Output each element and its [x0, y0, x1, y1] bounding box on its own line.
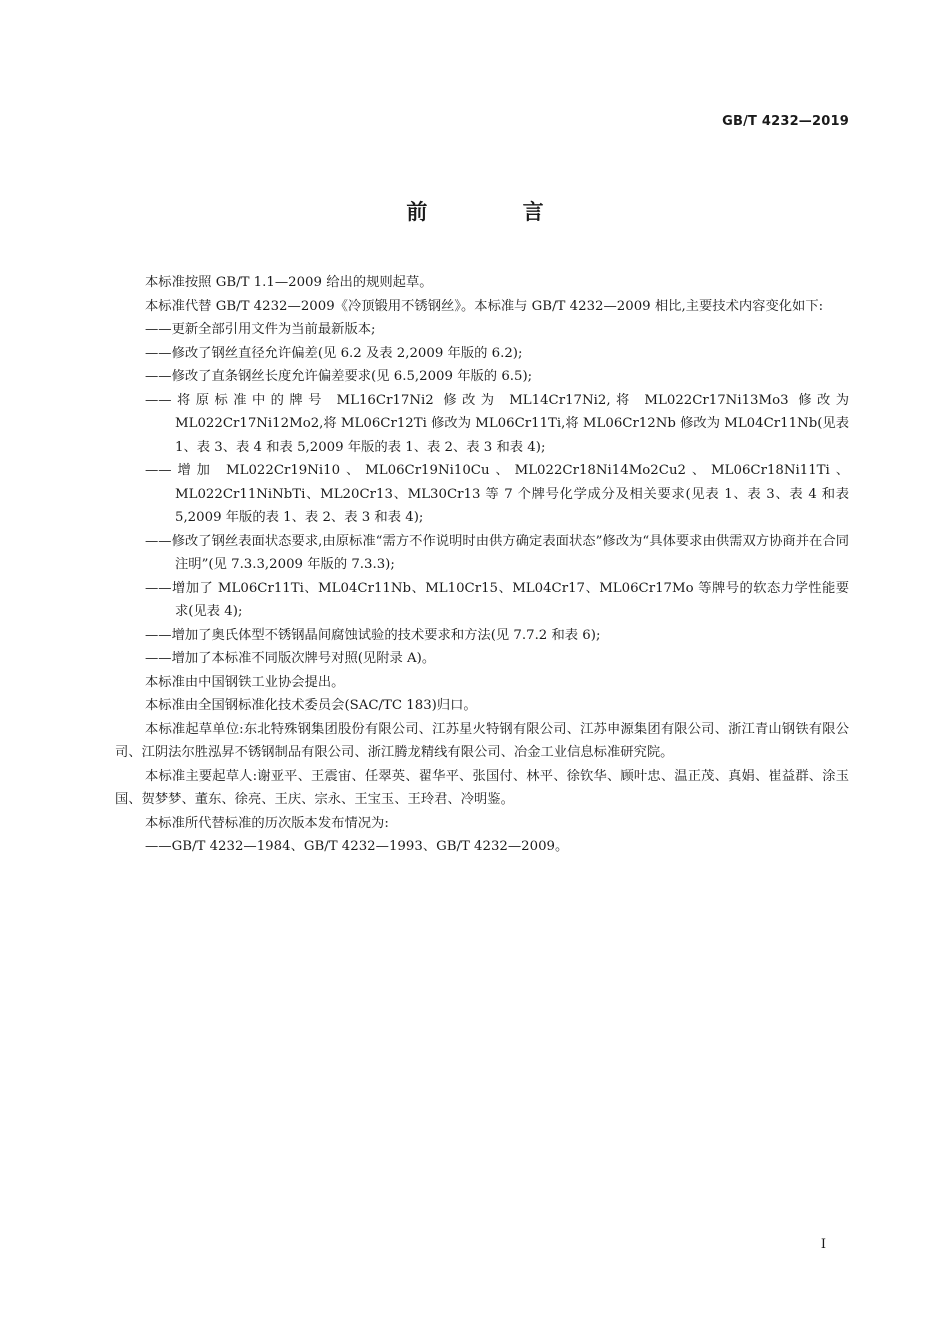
change-item: ——将原标准中的牌号 ML16Cr17Ni2 修改为 ML14Cr17Ni2,将 ML022Cr17Ni13Mo3 修改为 ML022Cr17Ni12Mo2,将 ML06Cr12Ti 修改为 ML06Cr11Ti,将 ML06Cr12Nb 修改为 ML04Cr11Nb(见表 1、表 3、表 4 和表 5,2009 年版的表 1、表 2、表 3 和表 4);: [145, 392, 849, 455]
paragraph-drafting-rules: 本标准按照 GB/T 1.1—2009 给出的规则起草。: [145, 275, 433, 290]
page-number: I: [820, 1237, 826, 1252]
paragraph-proposer: 本标准由中国钢铁工业协会提出。: [145, 674, 345, 690]
change-item: ——修改了钢丝表面状态要求,由原标准“需方不作说明时由供方确定表面状态”修改为“具体要求由供需双方协商并在合同注明”(见 7.3.3,2009 年版的 7.3.3);: [145, 533, 849, 572]
change-item: ——增加 ML022Cr19Ni10、ML06Cr19Ni10Cu、ML022Cr18Ni14Mo2Cu2、ML06Cr18Ni11Ti、ML022Cr11NiNbTi、ML20Cr13、ML30Cr13 等 7 个牌号化学成分及相关要求(见表 1、表 3、表 4 和表 5,2009 年版的表 1、表 2、表 3 和表 4);: [145, 463, 849, 525]
paragraph-committee: 本标准由全国钢标准化技术委员会(SAC/TC 183)归口。: [145, 698, 477, 713]
change-item: ——增加了 ML06Cr11Ti、ML04Cr11Nb、ML10Cr15、ML04Cr17、ML06Cr17Mo 等牌号的软态力学性能要求(见表 4);: [145, 580, 849, 619]
change-item: ——修改了直条钢丝长度允许偏差要求(见 6.5,2009 年版的 6.5);: [145, 369, 533, 384]
change-item: ——增加了本标准不同版次牌号对照(见附录 A)。: [145, 651, 436, 666]
paragraph-drafters: 本标准主要起草人:谢亚平、王震宙、任翠英、翟华平、张国付、林平、徐钦华、顾叶忠、温正茂、真娟、崔益群、涂玉国、贺梦梦、董东、徐亮、王庆、宗永、王宝玉、王玲君、冷明鉴。: [115, 768, 849, 807]
page-title: 前 言: [406, 200, 588, 224]
paragraph-history-intro: 本标准所代替标准的历次版本发布情况为:: [145, 815, 389, 831]
standard-code-header: GB/T 4232—2019: [722, 114, 849, 129]
history-item: ——GB/T 4232—1984、GB/T 4232—1993、GB/T 4232—2009。: [145, 839, 569, 854]
paragraph-drafting-units: 本标准起草单位:东北特殊钢集团股份有限公司、江苏星火特钢有限公司、江苏申源集团有限公司、浙江青山钢铁有限公司、江阴法尔胜泓昇不锈钢制品有限公司、浙江腾龙精线有限公司、冶金工业信息标准研究院。: [115, 721, 849, 760]
paragraph-replacement: 本标准代替 GB/T 4232—2009《冷顶锻用不锈钢丝》。本标准与 GB/T 4232—2009 相比,主要技术内容变化如下:: [145, 298, 824, 314]
change-item: ——增加了奥氏体型不锈钢晶间腐蚀试验的技术要求和方法(见 7.7.2 和表 6);: [145, 627, 601, 643]
change-item: ——更新全部引用文件为当前最新版本;: [145, 322, 376, 337]
foreword-body: [115, 271, 849, 859]
change-item: ——修改了钢丝直径允许偏差(见 6.2 及表 2,2009 年版的 6.2);: [145, 345, 523, 361]
